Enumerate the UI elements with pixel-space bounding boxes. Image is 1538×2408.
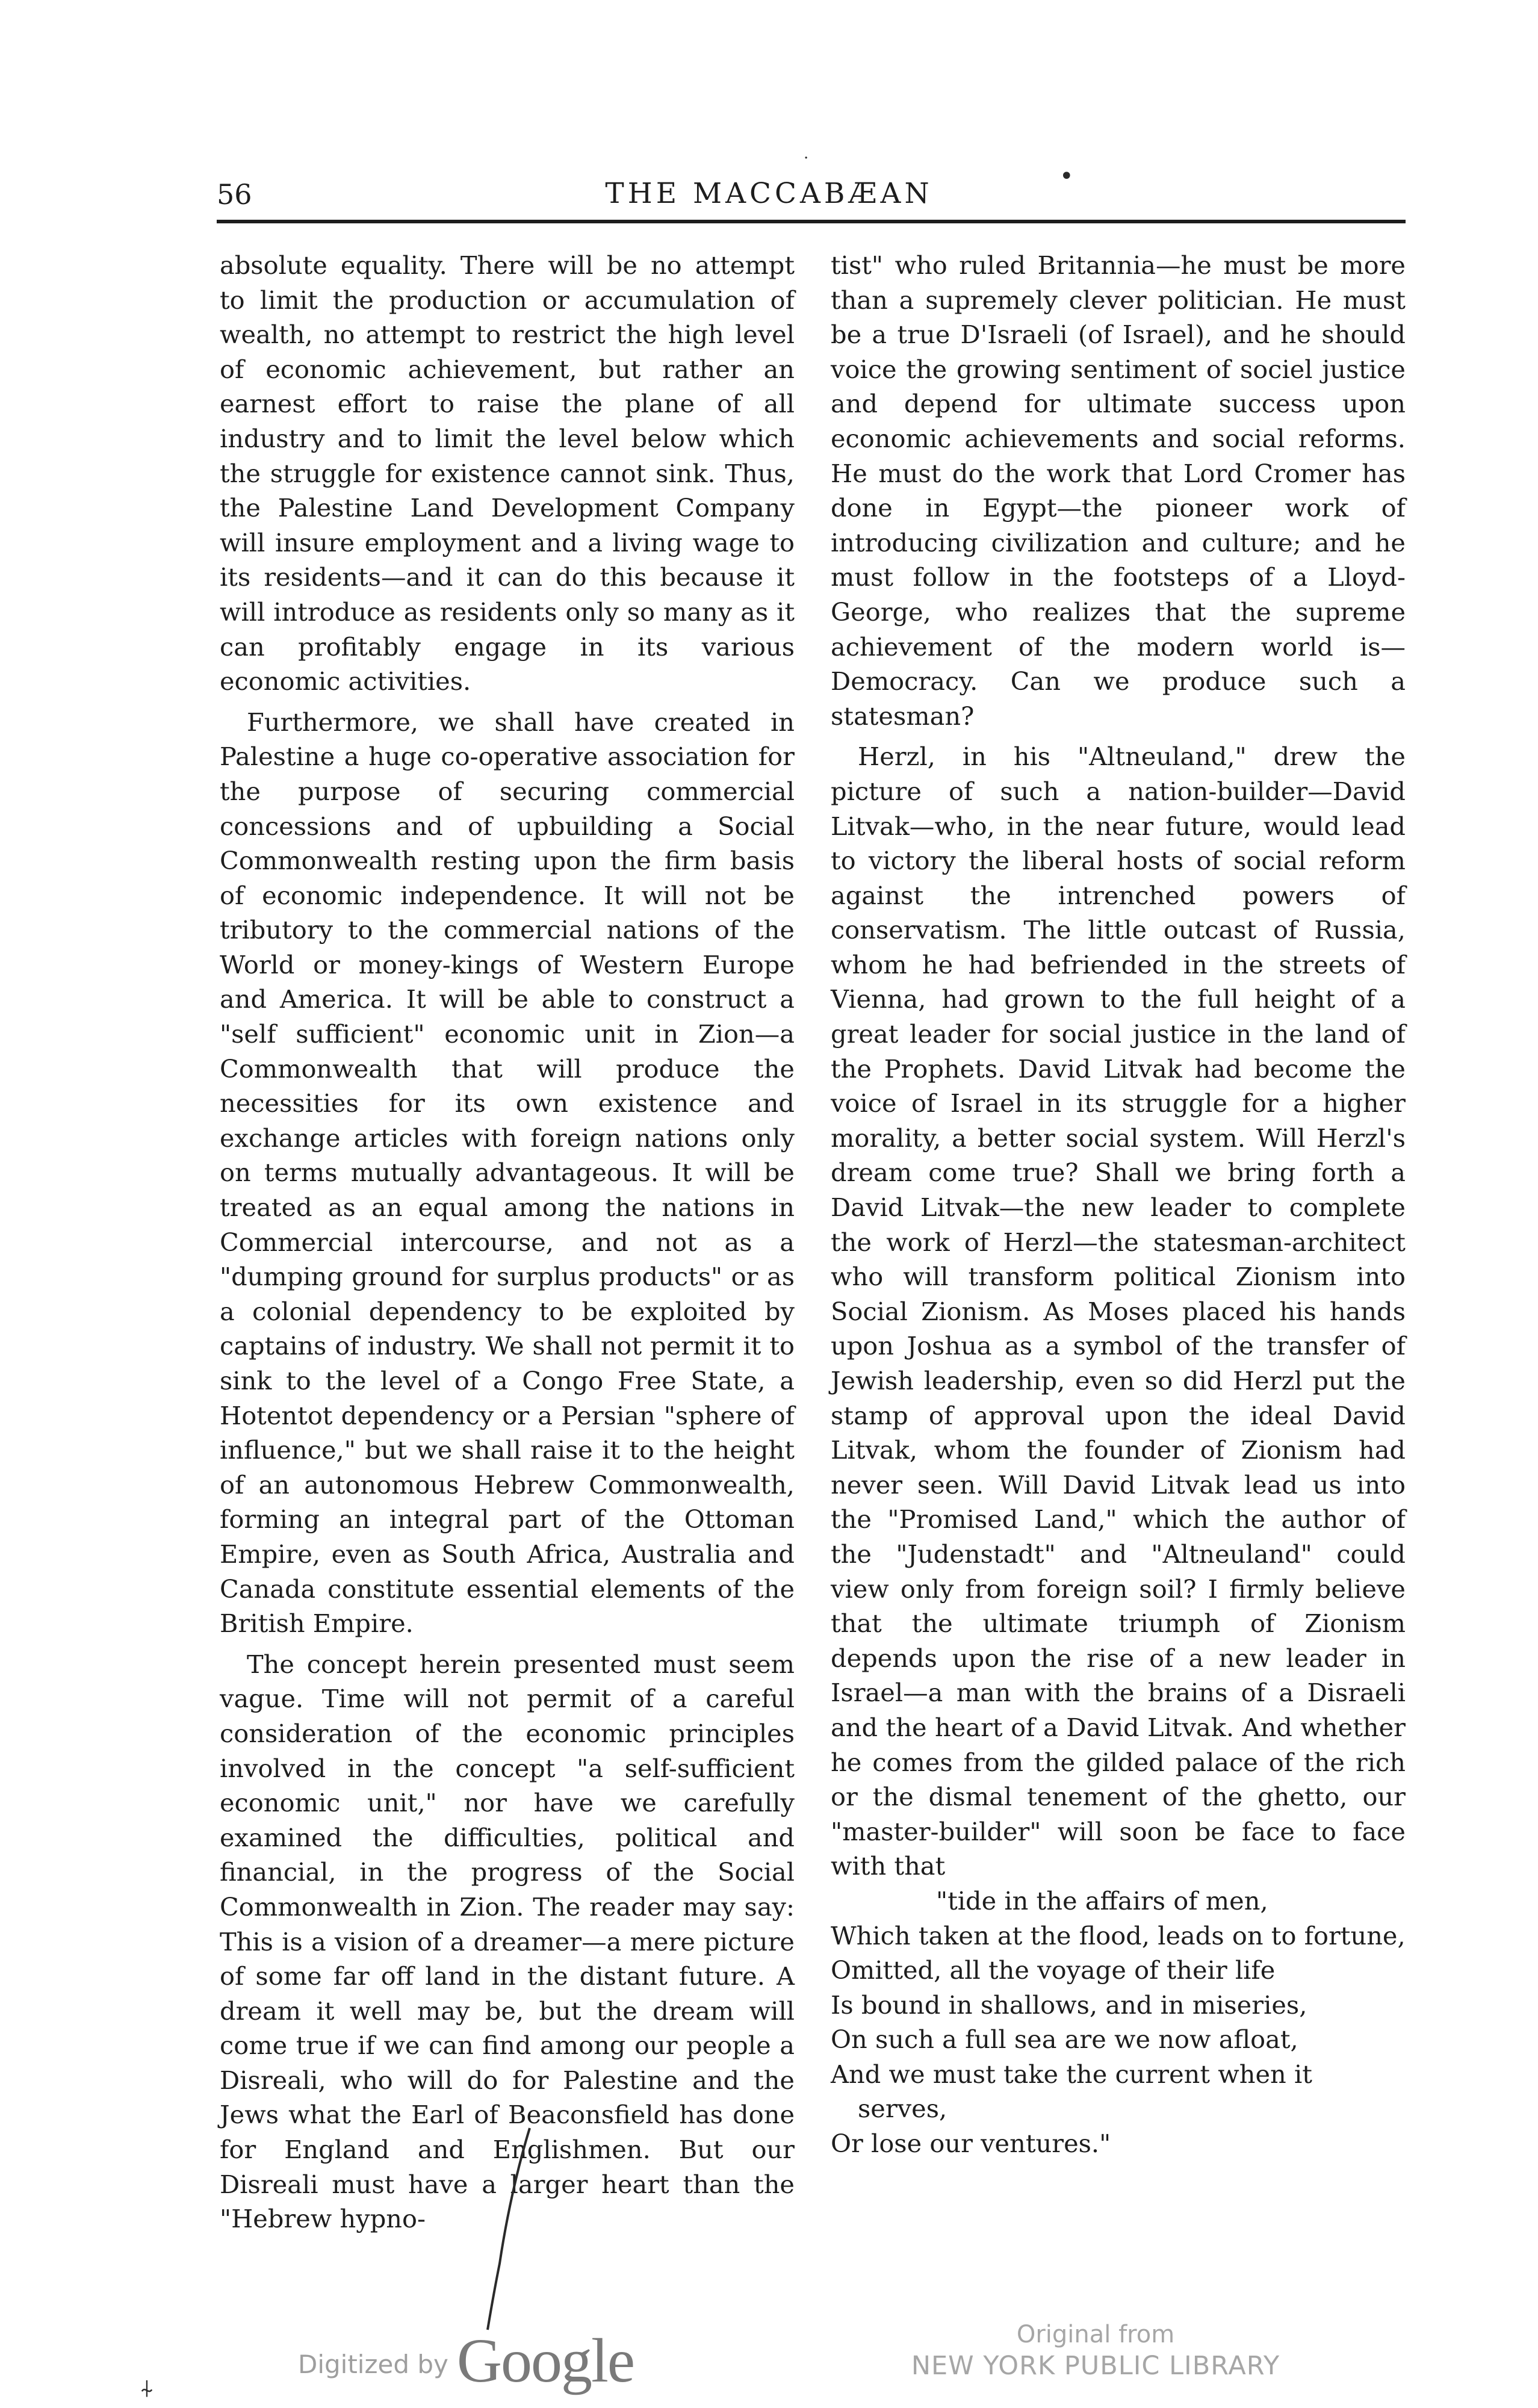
page-number: 56 — [217, 178, 252, 211]
stray-mark: • — [1059, 163, 1074, 190]
paragraph: Herzl, in his "Altneuland," drew the picture of such a nation-builder—David Litvak—who, in the near future, would lead to victory the liberal hosts of social reform against the intrenched powers of conservatism. The little outcast of Russia, whom he had befriended in the streets of Vienna, had grown to the full height of a great leader for social justice in the land of the Prophets. David Litvak had become the voice of Israel in its struggle for a higher morality, a better social system. Will Herzl's dream come true? Shall we bring forth a David Litvak—the new leader to complete the work of Herzl—the statesman-architect who will transform political Zionism into Social Zionism. As Moses placed his hands upon Joshua as a symbol of the transfer of Jewish leadership, even so did Herzl put the stamp of approval upon the ideal David Litvak, whom the founder of Zionism had never seen. Will David Litvak lead us into the "Promised Land," which the author of the "Judenstadt" and "Altneuland" could view only from foreign soil? I firmly believe that the ultimate triumph of Zionism depends upon the rise of a new leader in Israel—a man with the brains of a Disraeli and the heart of a David Litvak. And whether he comes from the gilded palace of the rich or the dismal tenement of the ghetto, our "master-builder" will soon be face to face with that — [831, 742, 1406, 1881]
google-logo: Google — [456, 2326, 634, 2395]
verse-line: Which taken at the flood, leads on to fortune, — [831, 1920, 1406, 1950]
verse-line: "tide in the affairs of men, — [936, 1885, 1268, 1916]
verse-line: Or lose our ventures." — [831, 2129, 1111, 2159]
verse-line: Omitted, all the voyage of their life — [831, 1955, 1276, 1985]
digitized-by-label: Digitized by — [298, 2350, 448, 2379]
original-from-label: Original from — [1016, 2321, 1175, 2348]
paragraph: tist" who ruled Britannia—he must be more than a supremely clever politician. He must be a true D'Israeli (of Israel), and he should voice the growing sentiment of sociel justice and depend for ultimate success upon economic achievements and social reforms. He must do the work that Lord Cromer has done in Egypt—the pioneer work of introducing civilization and culture; and he must follow in the footsteps of a Lloyd-George, who realizes that the supreme achievement of the modern world is—Democracy. Can we produce such a statesman? — [831, 250, 1406, 731]
library-name: NEW YORK PUBLIC LIBRARY — [911, 2351, 1280, 2381]
stray-mark: . — [804, 144, 809, 163]
verse-line: On such a full sea are we now afloat, — [831, 2025, 1298, 2055]
footer-source — [885, 2321, 1306, 2381]
paragraph: The concept herein presented must seem vague. Time will not permit of a careful consideration of the economic principles involved in the concept "a self-sufficient economic unit," nor have we carefully examined the difficulties, political and financial, in the progress of the Social Commonwealth in Zion. The reader may say: This is a vision of a dreamer—a mere picture of some far off land in the distant future. A dream it well may be, but the dream will come true if we can find among our people a Disreali, who will do for Palestine and the Jews what the Earl of Beaconsfield has done for England and Englishmen. But our Disreali must have a larger heart than the "Hebrew hypno- — [220, 1649, 795, 2234]
paragraph: Furthermore, we shall have created in Palestine a huge co-operative association for the purpose of securing commercial concessions and of upbuilding a Social Commonwealth resting upon the firm basis of economic independence. It will not be tributory to the commercial nations of the World or money-kings of Western Europe and America. It will be able to construct a "self sufficient" economic unit in Zion—a Commonwealth that will produce the necessities for its own existence and exchange articles with foreign nations only on terms mutually advantageous. It will be treated as an equal among the nations in Commercial intercourse, and not as a "dumping ground for surplus products" or as a colonial dependency to be exploited by captains of industry. We shall not permit it to sink to the level of a Congo Free State, a Hotentot dependency or a Persian "sphere of influence," but we shall raise it to the height of an autonomous Hebrew Commonwealth, forming an integral part of the Ottoman Empire, even as South Africa, Australia and Canada constitute essential elements of the British Empire. — [220, 707, 795, 1639]
verse-line: And we must take the current when it serves, — [831, 2059, 1312, 2124]
running-head-title: THE MACCABÆAN — [605, 177, 933, 210]
corner-mark: ⍭ — [140, 2375, 154, 2403]
footer-digitized — [298, 2325, 634, 2397]
paragraph: absolute equality. There will be no attempt to limit the production or accumulation of wealth, no attempt to restrict the high level of economic achievement, but rather an earnest effort to raise the plane of all industry and to limit the level below which the struggle for existence cannot sink. Thus, the Palestine Land Development Company will insure employment and a living wage to its residents—and it can do this because it will introduce as residents only so many as it can profitably engage in its various economic activities. — [220, 250, 795, 697]
verse-line: Is bound in shallows, and in miseries, — [831, 1990, 1307, 2020]
